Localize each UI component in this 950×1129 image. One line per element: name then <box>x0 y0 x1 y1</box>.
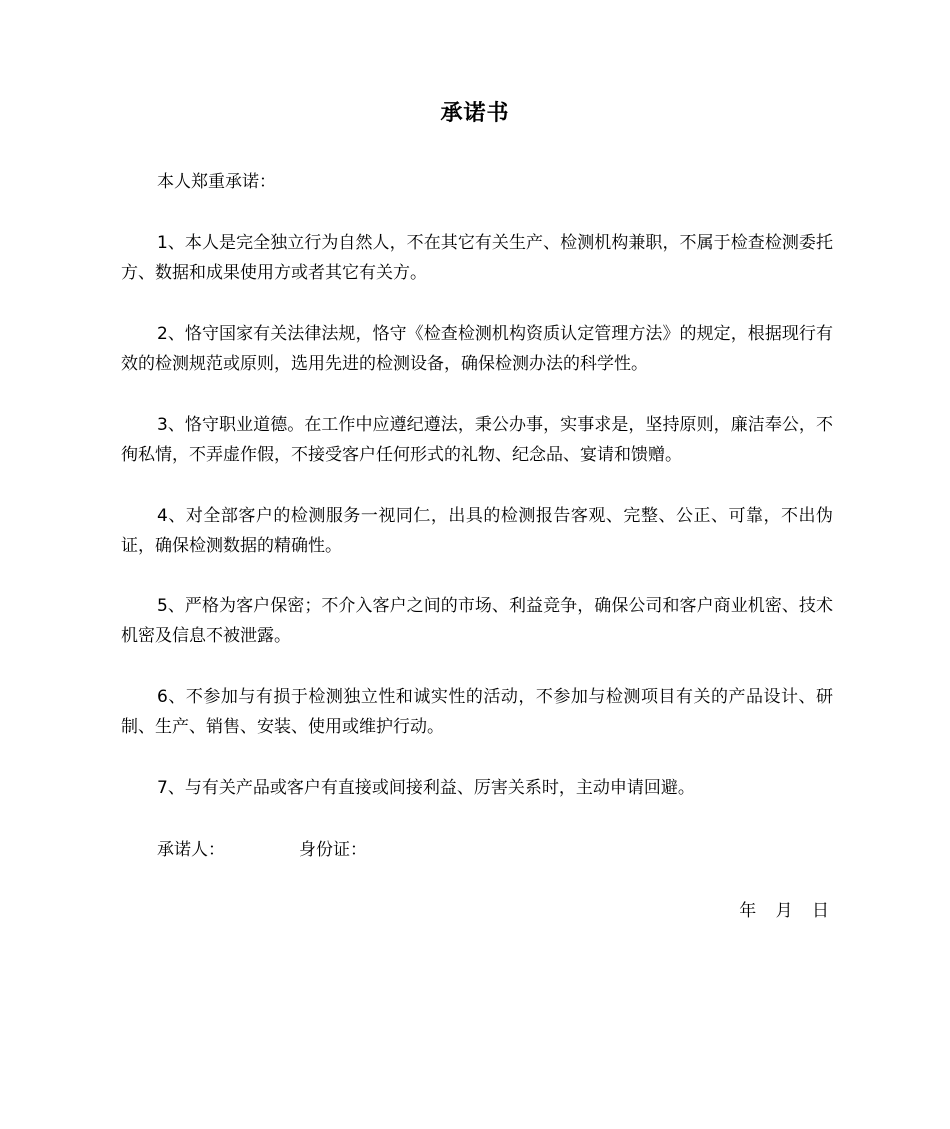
date-row <box>600 896 829 926</box>
document-title: 承诺书 <box>440 101 510 126</box>
commitment-item-4: 4、对全部客户的检测服务一视同仁，出具的检测报告客观、完整、公正、可靠，不出伪证，确保检测数据的精确性。 <box>121 506 833 556</box>
commitment-item-5: 5、严格为客户保密；不介入客户之间的市场、利益竞争，确保公司和客户商业机密、技术机密及信息不被泄露。 <box>121 596 833 646</box>
signature-row <box>157 835 367 865</box>
date-year-label: 年 <box>739 901 757 921</box>
commitment-item-2: 2、恪守国家有关法律法规，恪守《检查检测机构资质认定管理方法》的规定，根据现行有效的检测规范或原则，选用先进的检测设备，确保检测办法的科学性。 <box>121 324 833 374</box>
commitment-item-6: 6、不参加与有损于检测独立性和诚实性的活动，不参加与检测项目有关的产品设计、研制、生产、销售、安装、使用或维护行动。 <box>121 687 833 737</box>
id-card-label: 身份证： <box>299 840 367 860</box>
commitment-item-7: 7、与有关产品或客户有直接或间接利益、厉害关系时，主动申请回避。 <box>157 778 695 798</box>
intro-text: 本人郑重承诺： <box>157 172 276 192</box>
commitment-item-1: 1、本人是完全独立行为自然人，不在其它有关生产、检测机构兼职，不属于检查检测委托方、数据和成果使用方或者其它有关方。 <box>121 233 833 283</box>
date-day-label: 日 <box>812 901 829 921</box>
date-month-label: 月 <box>775 901 793 921</box>
commitment-item-3: 3、恪守职业道德。在工作中应遵纪遵法，秉公办事，实事求是，坚持原则，廉洁奉公，不徇私情，不弄虚作假，不接受客户任何形式的礼物、纪念品、宴请和馈赠。 <box>121 415 833 465</box>
promisor-label: 承诺人： <box>157 840 225 860</box>
